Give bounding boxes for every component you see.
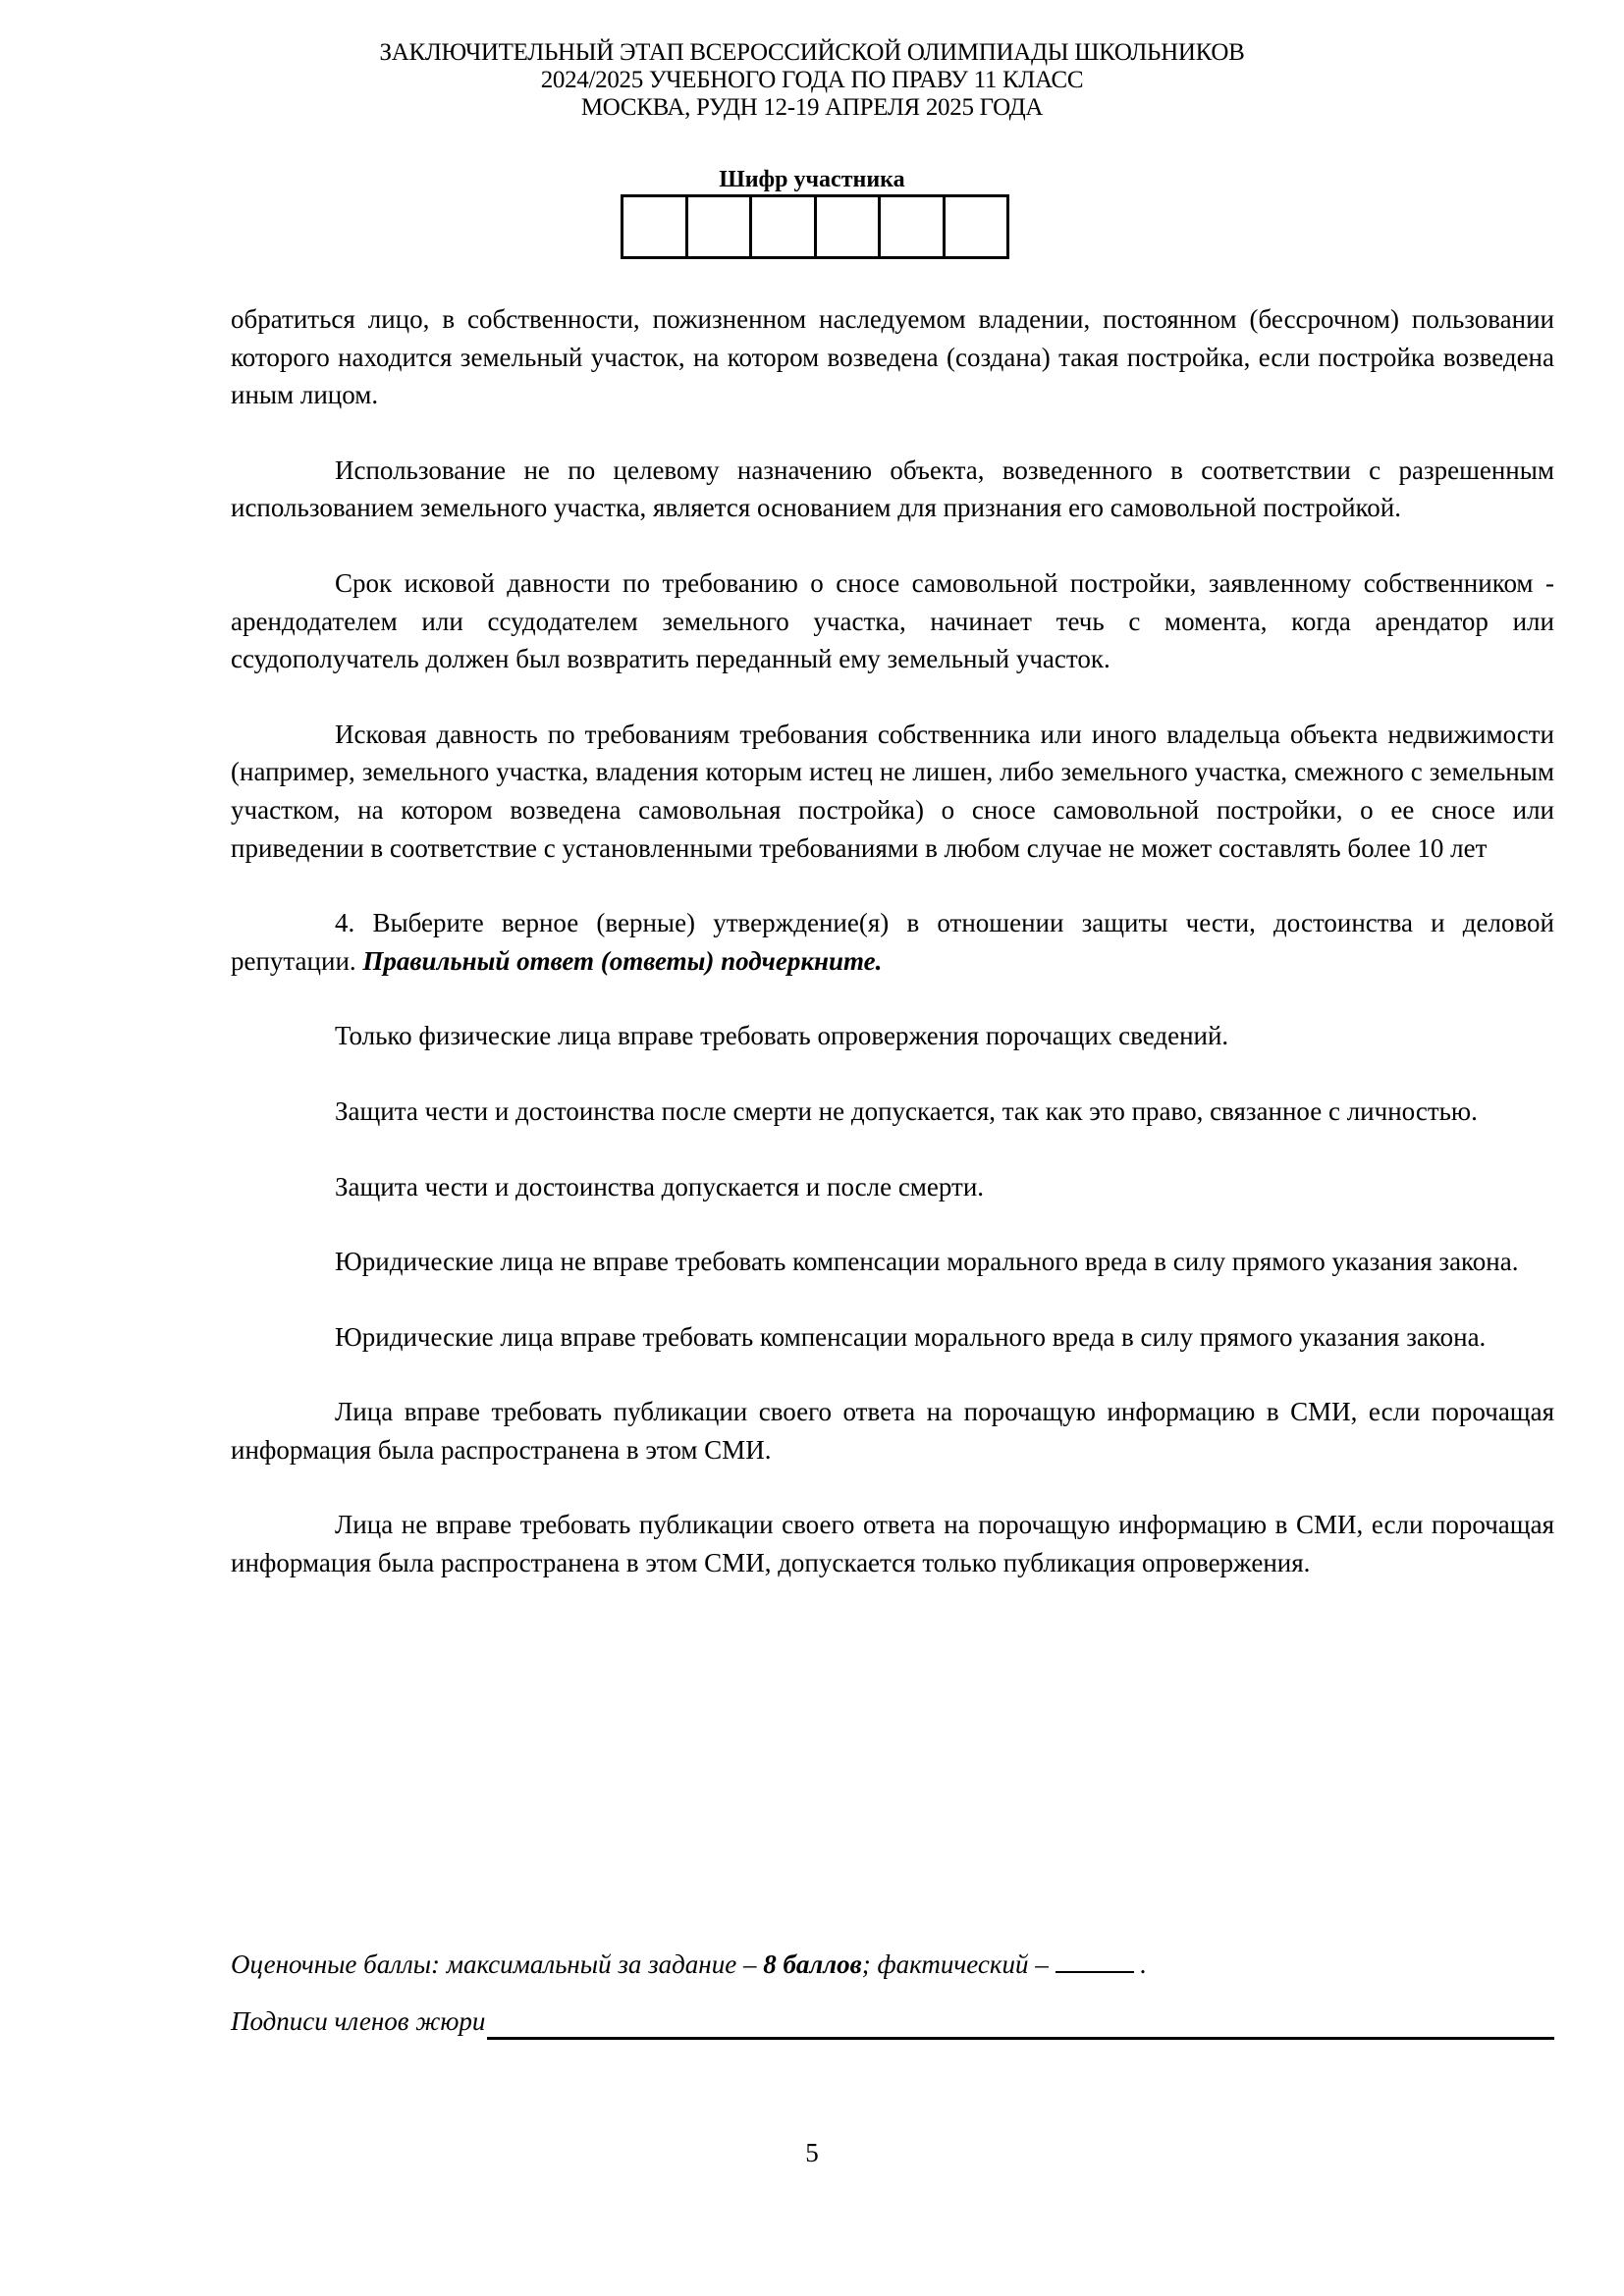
jury-signature (231, 2002, 1554, 2040)
cipher-box[interactable] (880, 196, 945, 258)
answer-option[interactable]: Защита чести и достоинства допускается и после смерти. (335, 1171, 985, 1201)
paragraph: Срок исковой давности по требованию о сносе самовольной постройки, заявленному собственником - арендодателем или ссудодателем земельного участка, начинает течь с момента, когда арендатор или ссудополучатель должен был возвратить переданный ему земельный участок. (231, 567, 1554, 674)
header-line-2: 2024/2025 УЧЕБНОГО ГОДА ПО ПРАВУ 11 КЛАСС (540, 67, 1084, 93)
signature-line[interactable] (487, 2007, 1554, 2040)
cipher-box[interactable] (751, 196, 816, 258)
question-4 (231, 904, 1554, 980)
answer-option[interactable]: Только физические лица вправе требовать опровержения порочащих сведений. (335, 1021, 1229, 1051)
paragraph: Исковая давность по требованиям требования собственника или иного владельца объекта недвижимости (например, земельного участка, владения которым истец не лишен, либо земельного участка, смежного с земельным участком, на котором возведена самовольная постройка) о сносе самовольной постройки, о ее сносе или приведении в соответствие с установленными требованиями в любом случае не может составлять более 10 лет (231, 719, 1554, 863)
actual-points-field[interactable] (1056, 1948, 1134, 1973)
cipher-box[interactable] (944, 196, 1008, 258)
answer-option[interactable]: Защита чести и достоинства после смерти не допускается, так как это право, связанное с личностью. (335, 1095, 1478, 1126)
cipher-box[interactable] (686, 196, 751, 258)
page-number: 5 (805, 2138, 819, 2167)
question-instruction: Правильный ответ (ответы) подчеркните. (362, 945, 883, 976)
scoring-prefix: Оценочные баллы: максимальный за задание – (231, 1949, 764, 1979)
header-line-1: ЗАКЛЮЧИТЕЛЬНЫЙ ЭТАП ВСЕРОССИЙСКОЙ ОЛИМПИАДЫ ШКОЛЬНИКОВ (379, 39, 1245, 66)
answer-option[interactable]: Юридические лица вправе требовать компенсации морального вреда в силу прямого указания закона. (335, 1321, 1487, 1352)
signature-label: Подписи членов жюри (231, 2006, 486, 2036)
answer-option[interactable]: Лица вправе требовать публикации своего ответа на порочащую информацию в СМИ, если порочащая информация была распространена в этом СМИ. (231, 1397, 1554, 1465)
header-line-3: МОСКВА, РУДН 12-19 АПРЕЛЯ 2025 ГОДА (580, 94, 1044, 121)
cipher-box[interactable] (815, 196, 880, 258)
answer-option[interactable]: Юридические лица не вправе требовать компенсации морального вреда в силу прямого указания закона. (335, 1247, 1519, 1277)
document-header (0, 39, 1624, 122)
paragraph: обратиться лицо, в собственности, пожизненном наследуемом владении, постоянном (бессрочном) пользовании которого находится земельный участок, на котором возведена (создана) такая постройка, если постройка возведена иным лицом. (231, 304, 1554, 410)
cipher-label: Шифр участника (719, 167, 905, 192)
max-points: 8 баллов (763, 1949, 862, 1979)
question-text: 4. Выберите верное (верные) утверждение(я) в отношении защиты чести, достоинства и деловой репутации. (231, 908, 1554, 976)
participant-cipher (0, 167, 1624, 259)
scoring-line (231, 1946, 1554, 1983)
scoring-suffix: . (1133, 1949, 1148, 1979)
answer-option[interactable]: Лица не вправе требовать публикации своего ответа на порочащую информацию в СМИ, если порочащая информация была распространена в этом СМИ, допускается только публикация опровержения. (231, 1510, 1554, 1578)
paragraph: Использование не по целевому назначению объекта, возведенного в соответствии с разрешенным использованием земельного участка, является основанием для признания его самовольной постройкой. (231, 454, 1554, 523)
cipher-box[interactable] (623, 196, 687, 258)
scoring-middle: ; фактический – (861, 1949, 1056, 1979)
cipher-boxes (621, 194, 1009, 259)
document-body (231, 300, 1554, 1620)
